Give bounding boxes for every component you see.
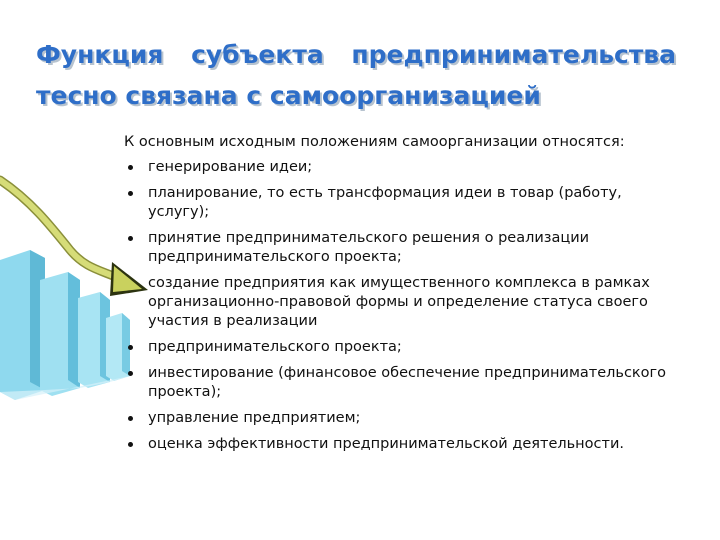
intro-text: К основным исходным положениям самоорганизации относятся:: [124, 134, 625, 150]
list-item-text: создание предприятия как имущественного комплекса в рамках организационно-правовой формы и определение статуса своего участия в реализации: [148, 275, 650, 329]
list-item: [124, 274, 680, 331]
bullet-list: [124, 158, 680, 454]
list-item: [124, 435, 680, 454]
bullet-icon: [128, 371, 133, 376]
bullet-icon: [128, 191, 133, 196]
slide-title: [36, 34, 676, 116]
list-item-text: генерирование идеи;: [148, 159, 313, 175]
bullet-icon: [128, 236, 133, 241]
list-item: [124, 364, 680, 402]
list-item-text: предпринимательского проекта;: [148, 339, 402, 355]
list-item-text: оценка эффективности предпринимательской деятельности.: [148, 436, 624, 452]
list-item: [124, 409, 680, 428]
title-line-2: тесно связана с самоорганизацией: [36, 81, 541, 110]
bullet-icon: [128, 165, 133, 170]
title-line-1: Функция субъекта предпринимательства: [36, 40, 676, 69]
list-item: [124, 184, 680, 222]
list-item-text: планирование, то есть трансформация идеи в товар (работу, услугу);: [148, 185, 622, 220]
bullet-icon: [128, 345, 133, 350]
bullet-icon: [128, 416, 133, 421]
list-item-text: инвестирование (финансовое обеспечение предпринимательского проекта);: [148, 365, 667, 400]
content-body: [124, 133, 680, 461]
list-item-text: управление предприятием;: [148, 410, 361, 426]
list-item: [124, 338, 680, 357]
bullet-icon: [128, 442, 133, 447]
list-item: [124, 229, 680, 267]
list-item-text: принятие предпринимательского решения о реализации предпринимательского проекта;: [148, 230, 590, 265]
list-item: [124, 158, 680, 177]
